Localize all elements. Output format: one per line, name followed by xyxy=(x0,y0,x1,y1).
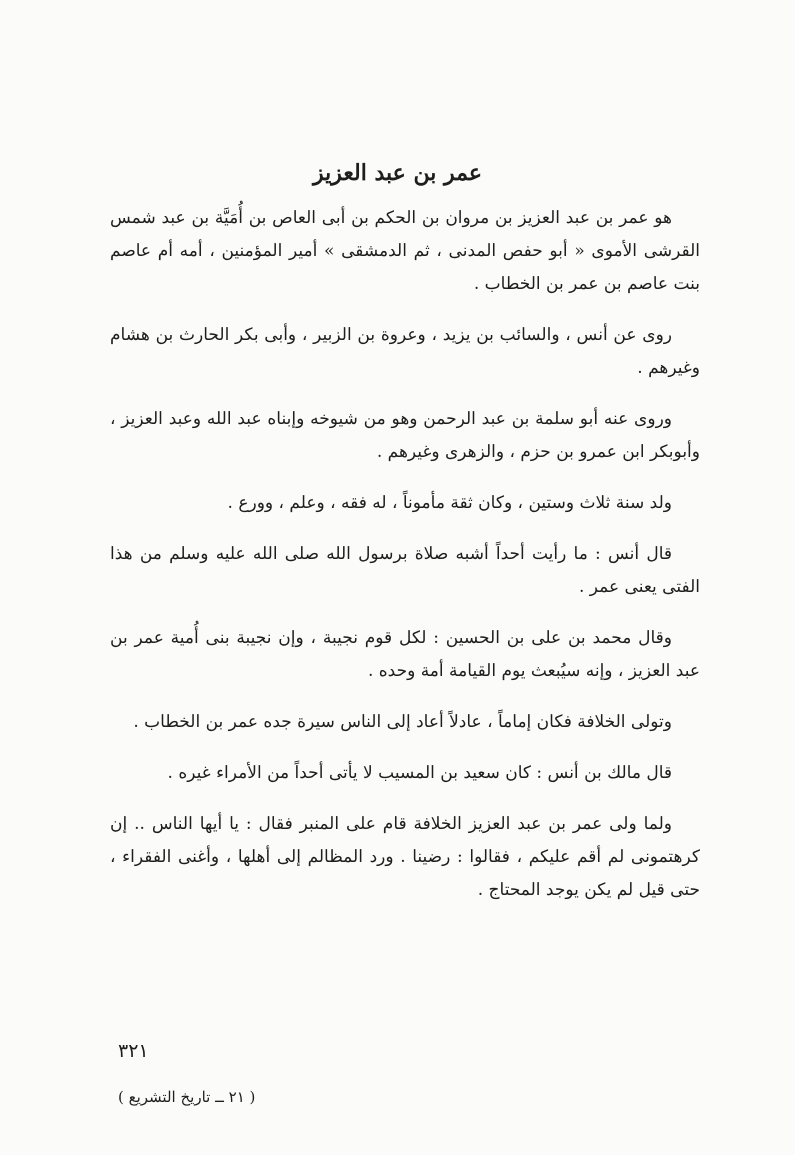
paragraph-muhammad-quote: وقال محمد بن على بن الحسين : لكل قوم نجيبة ، وإن نجيبة بنى أُمية عمر بن عبد العزيز ، وإنه سيُبعث يوم القيامة أمة وحده . xyxy=(110,628,700,681)
paragraph-birth: ولد سنة ثلاث وستين ، وكان ثقة مأموناً ، له فقه ، وعلم ، وورع . xyxy=(227,493,672,513)
page-number: ٣٢١ xyxy=(118,1040,149,1062)
paragraph-malik-quote: قال مالك بن أنس : كان سعيد بن المسيب لا يأتى أحداً من الأمراء غيره . xyxy=(167,763,672,783)
paragraph-anas-quote: قال أنس : ما رأيت أحداً أشبه صلاة برسول الله صلى الله عليه وسلم من هذا الفتى يعنى عمر . xyxy=(110,544,700,597)
signature-mark: ( ٢١ ــ تاريخ التشريع ) xyxy=(118,1088,256,1106)
body-text xyxy=(110,202,700,925)
paragraph-narrated-by: وروى عنه أبو سلمة بن عبد الرحمن وهو من شيوخه وإبناه عبد الله وعبد العزيز ، وأبوبكر ابن عمرو بن حزم ، والزهرى وغيرهم . xyxy=(110,409,700,462)
paragraph-caliphate: وتولى الخلافة فكان إماماً ، عادلاً أعاد إلى الناس سيرة جده عمر بن الخطاب . xyxy=(133,712,672,732)
paragraph-pulpit-speech: ولما ولى عمر بن عبد العزيز الخلافة قام على المنبر فقال : يا أيها الناس .. إن كرهتمونى لم أقم عليكم ، فقالوا : رضينا . ورد المظالم إلى أهلها ، وأغنى الفقراء ، حتى قيل لم يكن يوجد المحتاج . xyxy=(110,814,700,900)
page-title: عمر بن عبد العزيز xyxy=(313,160,482,186)
paragraph-lineage: هو عمر بن عبد العزيز بن مروان بن الحكم بن أبى العاص بن أُمَيَّة بن عبد شمس القرشى الأموى « أبو حفص المدنى ، ثم الدمشقى » أمير المؤمنين ، أمه أم عاصم بنت عاصم بن عمر بن الخطاب . xyxy=(110,208,700,294)
paragraph-narrated-from: روى عن أنس ، والسائب بن يزيد ، وعروة بن الزبير ، وأبى بكر الحارث بن هشام وغيرهم . xyxy=(110,325,700,378)
